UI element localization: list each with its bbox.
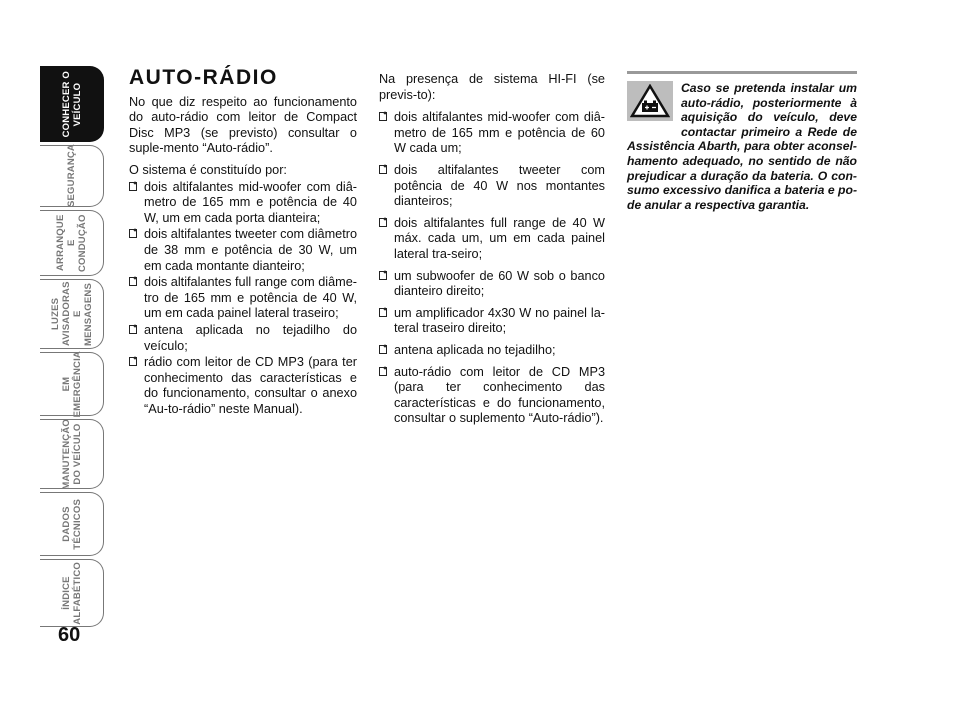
- warning-text: Caso se pretenda instalar um auto-rádio, posteriormente à aquisição do veículo, deve contactar primeiro a Rede de Assistência Abarth, para obter aconsel-hamento adequado, no sentido de não prejudicar a duração da bateria. O con-sumo excessivo danifica a bateria e po-de anular a respectiva garantia.: [627, 81, 857, 212]
- list-item: [129, 227, 357, 274]
- system-lead: O sistema é constituído por:: [129, 162, 287, 177]
- list-item-text: um amplificador 4x30 W no painel la-teral traseiro direito;: [394, 305, 605, 336]
- chapter-tab-label: SEGURANÇA: [66, 144, 77, 208]
- checkbox-bullet-icon: [129, 229, 137, 238]
- list-item: [129, 275, 357, 322]
- list-item: [129, 180, 357, 227]
- intro-paragraph: No que diz respeito ao funcionamento do auto-rádio com leitor de Compact Disc MP3 (se previsto) consultar o suple-mento “Auto-rádio”.: [129, 94, 357, 156]
- list-item-text: auto-rádio com leitor de CD MP3 (para ter conhecimento das características e do funcionamento, consultar o suplemento “Auto-rádio”).: [394, 364, 605, 426]
- column-middle: [379, 72, 605, 433]
- chapter-tab-0[interactable]: [40, 66, 104, 142]
- checkbox-bullet-icon: [379, 345, 387, 354]
- list-item-text: um subwoofer de 60 W sob o banco dianteiro direito;: [394, 268, 605, 299]
- checkbox-bullet-icon: [129, 325, 137, 334]
- list-item: [379, 365, 605, 427]
- checkbox-bullet-icon: [379, 367, 387, 376]
- chapter-tab-label: DADOS TÉCNICOS: [60, 498, 83, 550]
- system-component-list: [129, 180, 357, 418]
- list-item-text: antena aplicada no tejadilho do veículo;: [144, 322, 357, 353]
- list-item: [379, 343, 605, 359]
- list-item: [379, 163, 605, 210]
- column-left: [129, 66, 357, 418]
- hifi-lead: Na presença de sistema HI-FI (se previs-to):: [379, 72, 605, 102]
- checkbox-bullet-icon: [379, 271, 387, 280]
- chapter-tab-2[interactable]: [40, 210, 104, 276]
- chapter-tab-7[interactable]: [40, 559, 104, 627]
- chapter-tab-label: MANUTENÇÃO DO VEÍCULO: [60, 418, 83, 490]
- list-item-text: dois altifalantes mid-woofer com diâ-metro de 165 mm e potência de 60 W cada um;: [394, 110, 605, 156]
- list-item-text: rádio com leitor de CD MP3 (para ter conhecimento das características e do funcionamento, consultar o anexo “Au-to-rádio” neste Manual).: [144, 355, 357, 416]
- chapter-tab-label: CONHECER O VEÍCULO: [60, 70, 83, 138]
- list-item-text: antena aplicada no tejadilho;: [394, 342, 556, 357]
- section-title: AUTO-RÁDIO: [129, 66, 278, 89]
- chapter-tab-1[interactable]: [40, 145, 104, 207]
- chapter-tab-6[interactable]: [40, 492, 104, 556]
- warning-box: [627, 71, 857, 212]
- chapter-tab-label: ARRANQUE E CONDUÇÃO: [55, 214, 88, 272]
- chapter-tab-label: ÍNDICE ALFABÉTICO: [60, 561, 83, 625]
- list-item: [379, 269, 605, 300]
- list-item: [129, 355, 357, 417]
- hifi-component-list: [379, 110, 605, 427]
- list-item: [379, 110, 605, 157]
- list-item-text: dois altifalantes tweeter com diâmetro de 38 mm e potência de 30 W, um em cada montante dianteiro;: [144, 227, 357, 273]
- checkbox-bullet-icon: [129, 357, 137, 366]
- battery-warning-icon: [627, 81, 673, 121]
- chapter-tab-4[interactable]: [40, 352, 104, 416]
- chapter-tab-5[interactable]: [40, 419, 104, 489]
- chapter-tab-label: LUZES AVISADORAS E MENSAGENS: [49, 281, 94, 347]
- list-item-text: dois altifalantes full range de 40 W máx. cada um, um em cada painel lateral tra-seiro;: [394, 215, 605, 261]
- checkbox-bullet-icon: [129, 277, 137, 286]
- list-item-text: dois altifalantes tweeter com potência de 40 W nos montantes dianteiros;: [394, 162, 605, 209]
- checkbox-bullet-icon: [379, 165, 387, 174]
- list-item-text: dois altifalantes mid-woofer com diâ-metro de 165 mm e potência de 40 W, um em cada porta dianteira;: [144, 179, 357, 225]
- list-item: [129, 323, 357, 354]
- page-number: 60: [58, 624, 81, 646]
- warning-rule: [627, 71, 857, 74]
- list-item-text: dois altifalantes full range com diâme-tro de 165 mm e potência de 40 W, um em cada painel lateral traseiro;: [144, 275, 357, 321]
- checkbox-bullet-icon: [379, 218, 387, 227]
- checkbox-bullet-icon: [379, 112, 387, 121]
- checkbox-bullet-icon: [379, 308, 387, 317]
- checkbox-bullet-icon: [129, 182, 137, 191]
- chapter-tab-label: EM EMERGÊNCIA: [60, 350, 83, 418]
- chapter-sidebar: [40, 66, 108, 630]
- chapter-tab-3[interactable]: [40, 279, 104, 349]
- list-item: [379, 306, 605, 337]
- list-item: [379, 216, 605, 263]
